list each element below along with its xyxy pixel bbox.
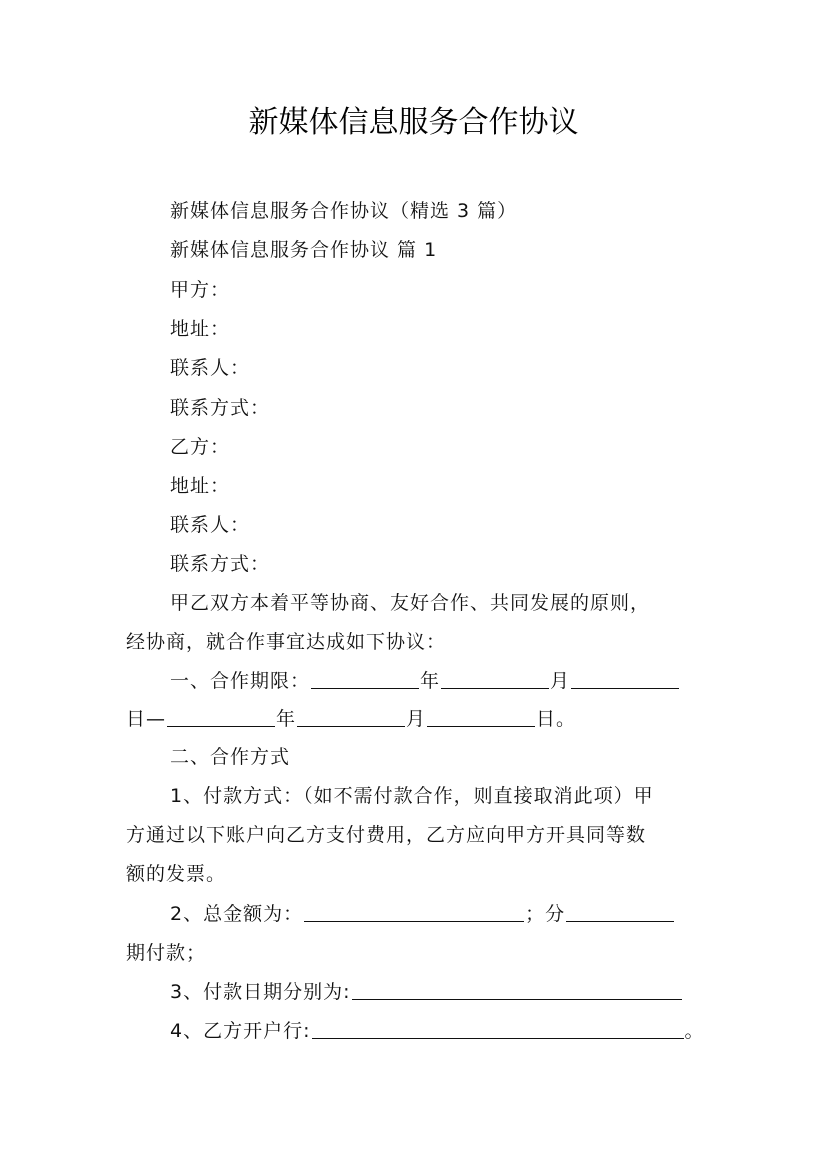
year-unit: 年 xyxy=(276,708,297,730)
party-a-address-label: 地址： xyxy=(170,318,231,340)
paragraph-line: 额的发票。 xyxy=(126,863,227,885)
bank-end-text: 。 xyxy=(684,1020,705,1042)
subtitle-line: 新媒体信息服务合作协议（精选 3 篇） xyxy=(170,200,518,222)
document-title: 新媒体信息服务合作协议 xyxy=(248,105,579,140)
bank-name-blank[interactable] xyxy=(312,1020,684,1039)
bank-label: 4、乙方开户行: xyxy=(170,1020,311,1042)
end-day-blank[interactable] xyxy=(427,708,535,727)
paragraph-line: 1、付款方式：（如不需付款合作，则直接取消此项）甲 xyxy=(170,785,654,807)
party-b-address-label: 地址： xyxy=(170,475,231,497)
section-heading: 二、合作方式 xyxy=(170,746,291,768)
section-heading: 新媒体信息服务合作协议 篇 1 xyxy=(170,239,438,261)
payment-date-line xyxy=(170,979,683,1005)
total-amount-blank[interactable] xyxy=(304,903,524,922)
end-month-blank[interactable] xyxy=(297,708,405,727)
start-month-blank[interactable] xyxy=(441,670,549,689)
paragraph-line: 甲乙双方本着平等协商、友好合作、共同发展的原则， xyxy=(170,592,651,614)
party-a-label: 甲方： xyxy=(170,279,231,301)
start-day-blank[interactable] xyxy=(571,670,679,689)
party-b-contact-label: 联系人： xyxy=(170,514,251,536)
party-a-phone-label: 联系方式： xyxy=(170,397,271,419)
payment-date-label: 3、付款日期分别为: xyxy=(170,981,351,1003)
payment-date-blank[interactable] xyxy=(352,981,682,1000)
paragraph-line: 经协商，就合作事宜达成如下协议： xyxy=(126,631,447,653)
paragraph-line: 方通过以下账户向乙方支付费用，乙方应向甲方开具同等数 xyxy=(126,824,647,846)
year-unit: 年 xyxy=(420,670,441,692)
party-b-phone-label: 联系方式： xyxy=(170,553,271,575)
month-unit: 月 xyxy=(550,670,571,692)
party-a-contact-label: 联系人： xyxy=(170,357,251,379)
installment-text: ；分 xyxy=(525,903,566,925)
day-dash-text: 日— xyxy=(126,708,167,730)
day-end-text: 日。 xyxy=(536,708,577,730)
end-year-blank[interactable] xyxy=(167,708,275,727)
term-line xyxy=(170,668,680,694)
month-unit: 月 xyxy=(406,708,427,730)
term-label: 一、合作期限： xyxy=(170,670,311,692)
start-year-blank[interactable] xyxy=(311,670,419,689)
paragraph-line: 期付款； xyxy=(126,942,207,964)
amount-line xyxy=(170,901,675,927)
installment-count-blank[interactable] xyxy=(566,903,674,922)
term-line-continued xyxy=(126,706,576,732)
amount-label: 2、总金额为： xyxy=(170,903,304,925)
party-b-label: 乙方： xyxy=(170,436,231,458)
bank-line xyxy=(170,1018,705,1044)
